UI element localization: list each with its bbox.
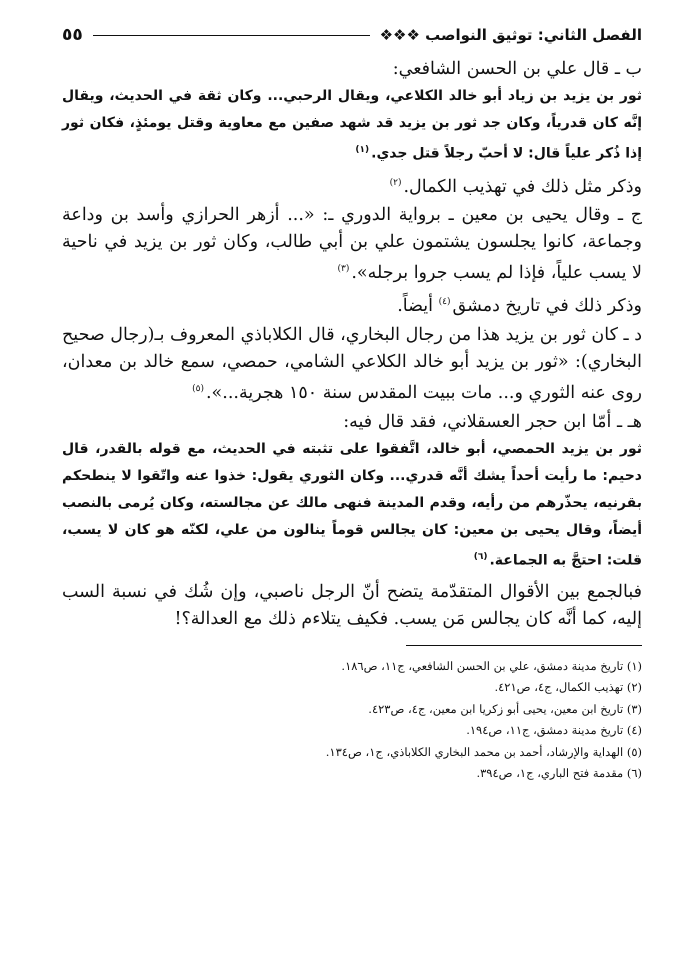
footnote-ref-5: (٥) (192, 384, 204, 395)
conclusion-paragraph: فبالجمع بين الأقوال المتقدّمة يتضح أنّ الرجل ناصبي، وإن شُك في نسبة السب إليه، كما أنَّه كان يجالس مَن يسب. فكيف يتلاءم ذلك مع العدالة؟! (62, 581, 642, 629)
running-header (62, 18, 642, 52)
section-b-quote-text: ثور بن يزيد بن زياد أبو خالد الكلاعي، ويقال الرحبي... وكان ثقة في الحديث، ويقال إنَّه كان قدرياً، وكان جد ثور بن يزيد قد شهد صفين مع معاوية وقتل يومئذٍ، فكان ثور إذا ذُكر علياً قال: لا أحبّ رجلاً قتل جدي. (62, 88, 642, 162)
section-c-text-body: ج ـ وقال يحيى بن معين ـ برواية الدوري ـ: «... أزهر الحرازي وأسد بن وداعة وجماعة، كانوا يجلسون يشتمون علي بن أبي طالب، وكان ثور بن يزيد في ناحية لا يسب علياً، فإذا لم يسب جروا برجله». (62, 205, 642, 284)
footnote-ref-2: (٢) (389, 177, 402, 188)
section-h-intro: هـ ـ أمّا ابن حجر العسقلاني، فقد قال فيه: (343, 411, 642, 432)
footnote-ref-1: (١) (355, 145, 370, 155)
footnote-item: (٢) تهذيب الكمال، ج٤، ص٤٢١. (494, 680, 642, 695)
footnote-item: (٣) تاريخ ابن معين، يحيى أبو زكريا ابن معين، ج٤، ص٤٢٣. (368, 701, 642, 716)
section-c-reference-text: وذكر ذلك في تاريخ دمشق (452, 296, 642, 317)
section-c-text (62, 202, 642, 287)
section-b-reference (62, 170, 642, 201)
section-b-intro: ب ـ قال علي بن الحسن الشافعي: (392, 59, 642, 79)
footnote-item: (١) تاريخ مدينة دمشق، علي بن الحسن الشافعي، ج١١، ص١٨٦. (341, 658, 642, 673)
footnote-item: (٥) الهداية والإرشاد، أحمد بن محمد البخاري الكلاباذي، ج١، ص١٣٤. (325, 744, 642, 759)
footnote-separator (406, 645, 642, 646)
section-c-reference-tail: أيضاً. (397, 296, 439, 317)
chapter-title: الفصل الثاني: توثيق النواصب ❖❖❖ (379, 26, 642, 44)
footnote-ref-4: (٤) (438, 297, 451, 308)
section-d-text-body: د ـ كان ثور بن يزيد هذا من رجال البخاري، قال الكلاباذي المعروف بـ(رجال صحيح البخاري): «ثور بن يزيد أبو خالد الكلاعي الشامي، حمصي، سمع خالد بن معدان، روى عنه الثوري و... مات ببيت المقدس سنة ١٥٠ هجرية...». (62, 325, 642, 403)
page-number: ٥٥ (62, 25, 83, 45)
footnote-item: (٦) مقدمة فتح الباري، ج١، ص٣٩٤. (476, 766, 642, 781)
section-h-quote-text: ثور بن يزيد الحمصي، أبو خالد، اتَّفقوا على تثبته في الحديث، مع قوله بالقدر، قال دحيم: ما رأيت أحداً يشك أنَّه قدري... وكان الثوري يقول: خذوا عنه واتّقوا لا ينطحكم بقرنيه، يحذّرهم من رأيه، وقدم المدينة فنهى مالك عن مجالسته، وكان يُرمى بالنصب أيضاً، وقال يحيى بن معين: كان يجالس قوماً ينالون من علي، لكنّه هو كان لا يسب، قلت: احتجَّ به الجماعة. (62, 440, 642, 569)
footnote-ref-3: (٣) (337, 264, 350, 275)
section-d-text (62, 322, 642, 407)
section-b-quote (62, 83, 642, 168)
footnote-ref-6: (٦) (473, 551, 488, 562)
footnotes (62, 656, 642, 785)
section-c-reference (62, 289, 642, 320)
section-h-quote (62, 436, 642, 575)
header-rule (93, 35, 370, 36)
footnote-item: (٤) تاريخ مدينة دمشق، ج١١، ص١٩٤. (466, 723, 642, 738)
main-text (62, 56, 642, 633)
section-b-reference-text: وذكر مثل ذلك في تهذيب الكمال. (403, 176, 642, 197)
